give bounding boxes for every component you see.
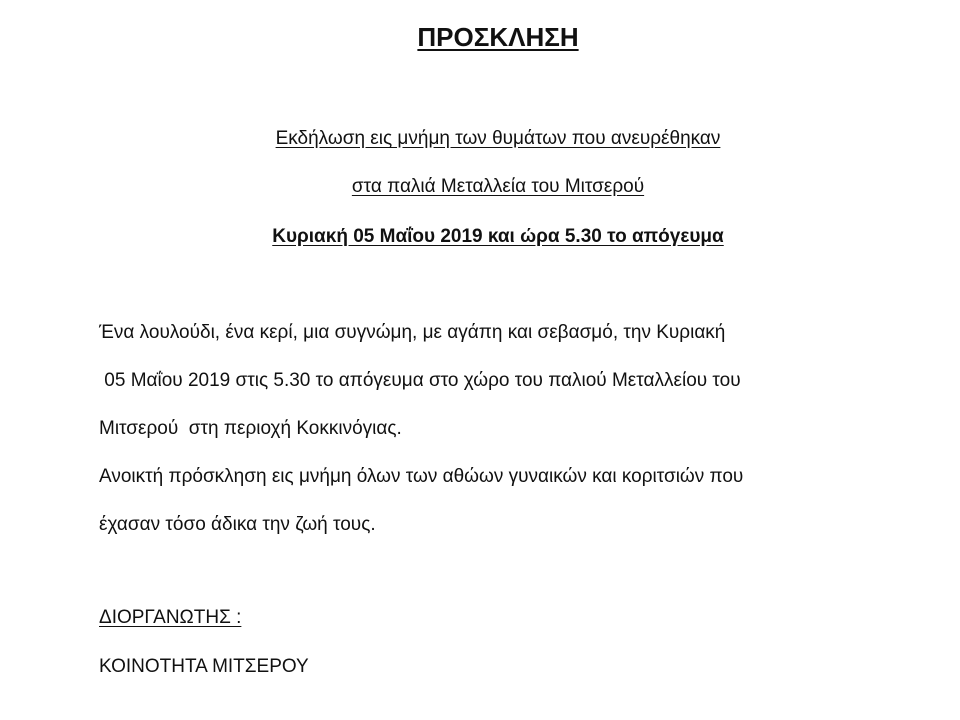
body-text-line: έχασαν τόσο άδικα την ζωή τους. bbox=[99, 514, 376, 535]
organizer-name: ΚΟΙΝΟΤΗΤΑ ΜΙΤΣΕΡΟΥ bbox=[99, 656, 309, 677]
event-subtitle-line: Εκδήλωση εις μνήμη των θυμάτων που ανευρέθηκαν bbox=[275, 128, 721, 149]
body-text-line: Μιτσερού στη περιοχή Κοκκινόγιας. bbox=[99, 418, 402, 439]
event-subtitle-line: στα παλιά Μεταλλεία του Μιτσερού bbox=[351, 176, 645, 197]
body-text-line: Ένα λουλούδι, ένα κερί, μια συγνώμη, με αγάπη και σεβασμό, την Κυριακή bbox=[99, 322, 726, 343]
event-date-line: Κυριακή 05 Μαΐου 2019 και ώρα 5.30 το απόγευμα bbox=[272, 226, 724, 247]
body-text-line: 05 Μαΐου 2019 στις 5.30 το απόγευμα στο χώρο του παλιού Μεταλλείου του bbox=[99, 370, 741, 391]
body-text-line: Ανοικτή πρόσκληση εις μνήμη όλων των αθώων γυναικών και κοριτσιών που bbox=[99, 466, 744, 487]
organizer-label: ΔΙΟΡΓΑΝΩΤΗΣ : bbox=[99, 607, 242, 628]
document-title: ΠΡΟΣΚΛΗΣΗ bbox=[417, 22, 579, 52]
